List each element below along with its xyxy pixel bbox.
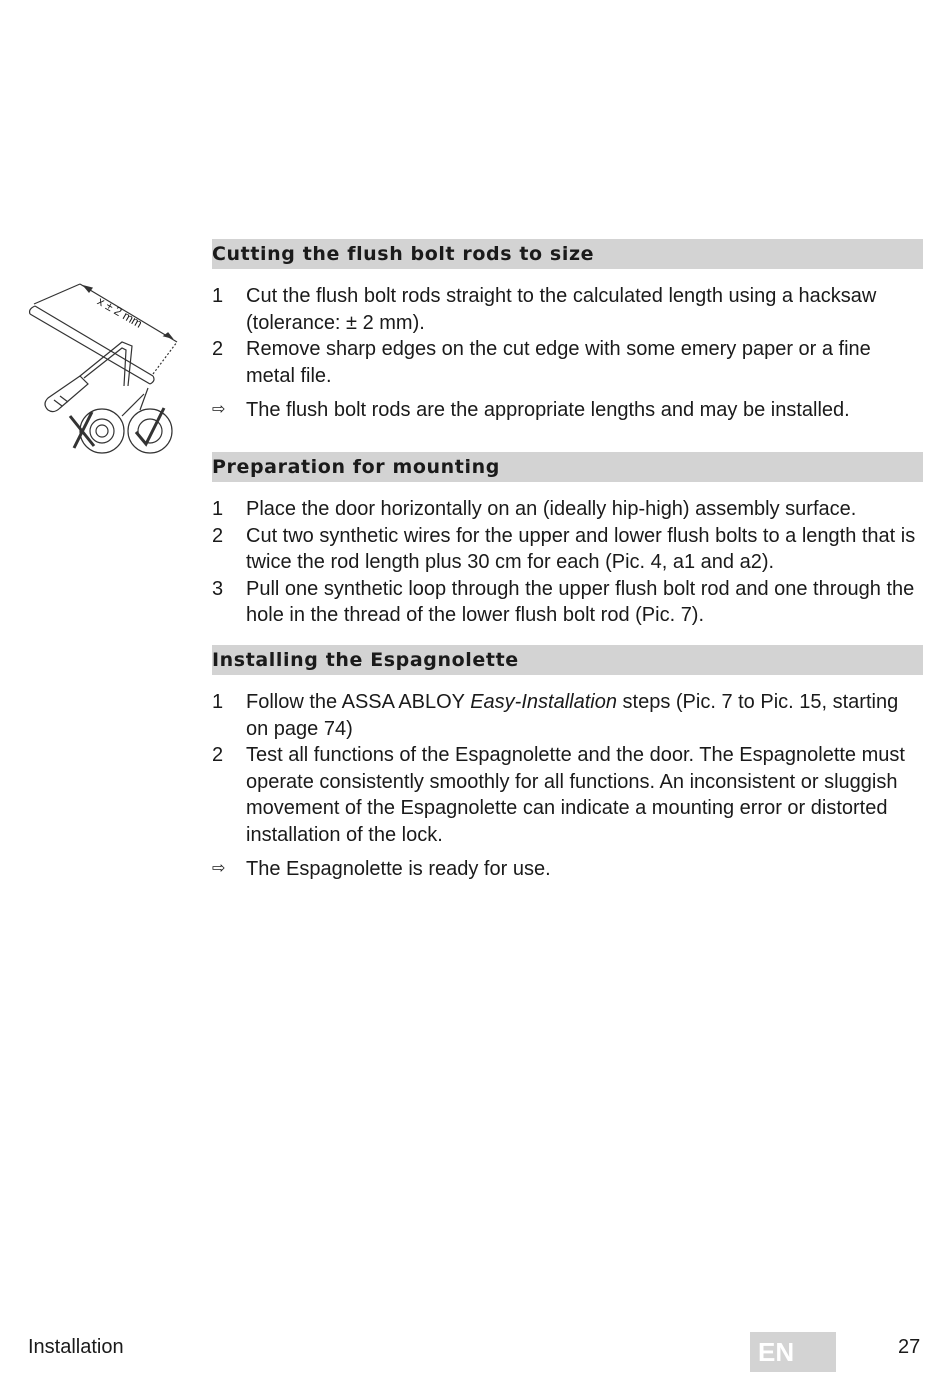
outline-arrow-right-icon: ⇨ bbox=[212, 860, 226, 877]
dimension-label: x ± 2 mm bbox=[95, 294, 145, 331]
step-number: 1 bbox=[212, 691, 224, 713]
hacksaw-illustration bbox=[22, 276, 182, 461]
section-installing bbox=[212, 645, 923, 883]
step-text: Cut two synthetic wires for the upper and lower flush bolts to a length that is twice the rod length plus 30 cm for each (Pic. 4, a1 and a2). bbox=[246, 524, 916, 573]
page-number: 27 bbox=[898, 1336, 921, 1358]
list-item bbox=[212, 336, 923, 389]
step-text: Follow the ASSA ABLOY Easy-Installation steps (Pic. 7 to Pic. 15, starting on page 74) bbox=[246, 691, 899, 740]
step-number: 3 bbox=[212, 577, 224, 600]
outline-arrow-right-icon: ⇨ bbox=[212, 401, 226, 418]
step-text: Cut the flush bolt rods straight to the calculated length using a hacksaw (tolerance: ± 2 mm). bbox=[246, 285, 877, 334]
list-item bbox=[212, 689, 923, 742]
step-number: 1 bbox=[212, 285, 224, 307]
list-item bbox=[212, 496, 923, 523]
result-text: The flush bolt rods are the appropriate lengths and may be installed. bbox=[246, 399, 850, 421]
section-heading: Installing the Espagnolette bbox=[212, 645, 923, 675]
step-text: Remove sharp edges on the cut edge with some emery paper or a fine metal file. bbox=[246, 338, 871, 387]
step-text: Place the door horizontally on an (ideally hip-high) assembly surface. bbox=[246, 498, 857, 520]
result-line bbox=[212, 397, 923, 424]
language-badge: EN bbox=[750, 1332, 836, 1372]
list-item bbox=[212, 742, 923, 848]
section-cutting-rods bbox=[212, 239, 923, 424]
step-list bbox=[212, 689, 923, 848]
step-number: 2 bbox=[212, 338, 224, 360]
step-number: 2 bbox=[212, 744, 224, 766]
step-number: 2 bbox=[212, 524, 224, 547]
step-text: Test all functions of the Espagnolette and the door. The Espagnolette must operate consistently smoothly for all functions. An inconsistent or sluggish movement of the Espagnolette can indicate a mounting error or distorted installation of the lock. bbox=[246, 744, 905, 846]
list-item bbox=[212, 283, 923, 336]
result-line bbox=[212, 856, 923, 883]
section-heading: Preparation for mounting bbox=[212, 452, 923, 482]
step-list bbox=[212, 496, 923, 629]
footer-section-name: Installation bbox=[28, 1336, 124, 1358]
step-number: 1 bbox=[212, 498, 224, 520]
section-heading: Cutting the flush bolt rods to size bbox=[212, 239, 923, 269]
list-item bbox=[212, 523, 923, 576]
step-list bbox=[212, 283, 923, 389]
list-item bbox=[212, 576, 923, 629]
step-text: Pull one synthetic loop through the upper flush bolt rod and one through the hole in the thread of the lower flush bolt rod (Pic. 7). bbox=[246, 577, 915, 626]
result-text: The Espagnolette is ready for use. bbox=[246, 858, 551, 880]
section-preparation bbox=[212, 452, 923, 629]
